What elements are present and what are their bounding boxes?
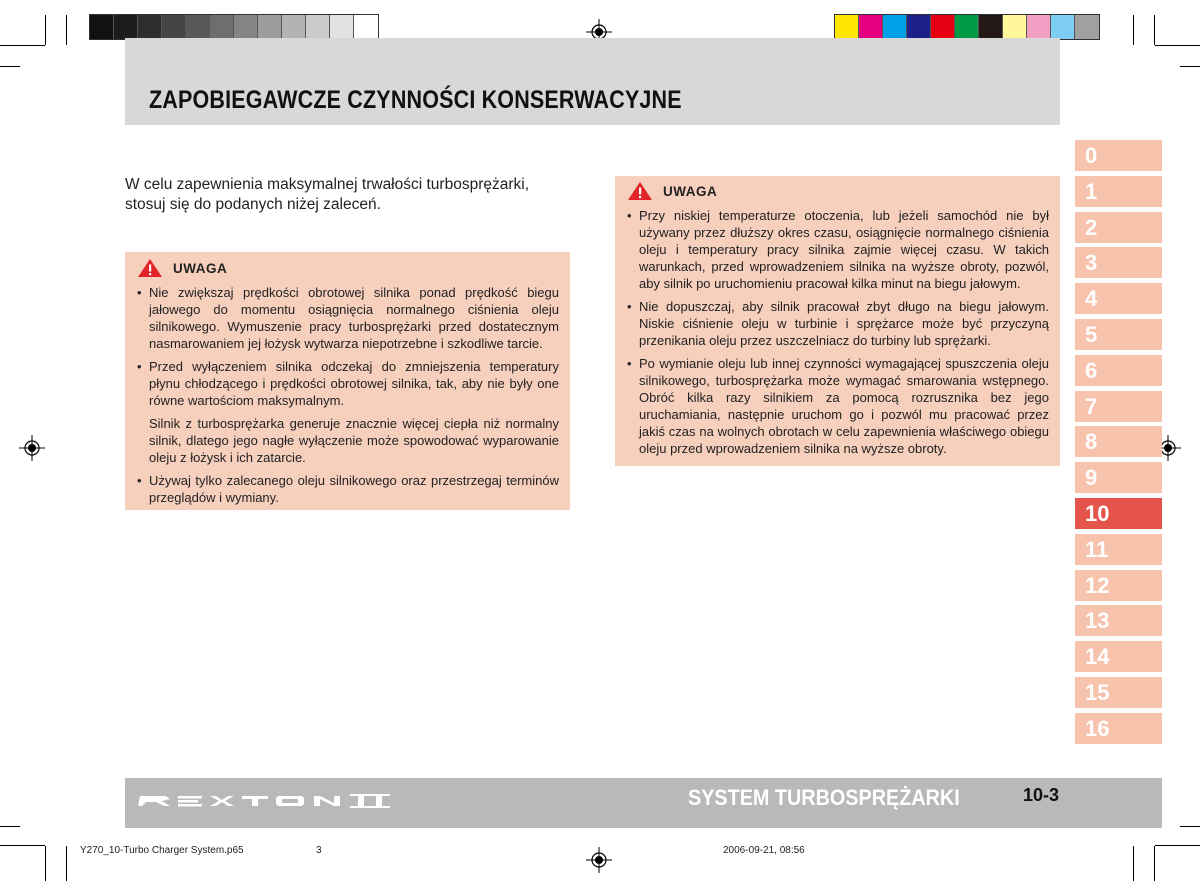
color-swatch (883, 15, 907, 39)
warning-header (627, 181, 1049, 201)
warning-list (627, 207, 1049, 457)
chapter-tab-1[interactable]: 1 (1075, 176, 1162, 207)
gray-swatch (90, 15, 114, 39)
crop-mark (0, 826, 20, 827)
list-item (137, 358, 559, 466)
chapter-tab-16[interactable]: 16 (1075, 713, 1162, 744)
warning-list (137, 284, 559, 506)
list-item: • Przy niskiej temperaturze otoczenia, lub jeżeli samochód nie był używany przez dłuższy okres czasu, osiągnięcie normalnego ciśnienia oleju i temperatury pracy silnika zajmie więcej czasu. W takich warunkach, przed wprowadzeniem silnika na wyższe obroty, pozwól, aby silnik po uruchomieniu pracował kilka minut na biegu jałowym. (627, 207, 1049, 292)
color-bar (834, 14, 1100, 40)
crop-mark (1133, 15, 1134, 45)
timestamp: 2006-09-21, 08:56 (723, 845, 805, 856)
file-name: Y270_10-Turbo Charger System.p65 (80, 845, 244, 856)
chapter-tab-4[interactable]: 4 (1075, 283, 1162, 314)
warning-triangle-icon (137, 258, 163, 278)
chapter-tab-0[interactable]: 0 (1075, 140, 1162, 171)
crop-mark (1133, 846, 1134, 881)
chapter-tab-10[interactable]: 10 (1075, 498, 1162, 529)
crop-mark (1155, 45, 1200, 46)
warning-triangle-icon (627, 181, 653, 201)
chapter-tab-6[interactable]: 6 (1075, 355, 1162, 386)
gray-swatch (114, 15, 138, 39)
chapter-tab-8[interactable]: 8 (1075, 426, 1162, 457)
crop-mark (45, 846, 46, 881)
crop-mark (0, 45, 45, 46)
gray-swatch (306, 15, 330, 39)
file-page: 3 (316, 845, 322, 856)
list-item: • Używaj tylko zalecanego oleju silnikowego oraz przestrzegaj terminów przeglądów i wymiany. (137, 472, 559, 506)
gray-swatch (210, 15, 234, 39)
chapter-tab-9[interactable]: 9 (1075, 462, 1162, 493)
crop-mark (1155, 845, 1200, 846)
registration-mark-icon (586, 847, 612, 873)
color-swatch (955, 15, 979, 39)
color-swatch (1003, 15, 1027, 39)
crop-mark (66, 846, 67, 881)
color-swatch (835, 15, 859, 39)
gray-swatch (138, 15, 162, 39)
color-swatch (979, 15, 1003, 39)
color-swatch (1027, 15, 1051, 39)
grayscale-bar (89, 14, 379, 40)
warning-box-left (125, 252, 570, 510)
chapter-tab-15[interactable]: 15 (1075, 677, 1162, 708)
chapter-tab-13[interactable]: 13 (1075, 605, 1162, 636)
chapter-tab-3[interactable]: 3 (1075, 247, 1162, 278)
footer-notch (72, 800, 90, 845)
color-swatch (1075, 15, 1099, 39)
gray-swatch (234, 15, 258, 39)
chapter-tab-5[interactable]: 5 (1075, 319, 1162, 350)
warning-header (137, 258, 559, 278)
gray-swatch (330, 15, 354, 39)
section-title: SYSTEM TURBOSPRĘŻARKI (688, 785, 960, 810)
chapter-tab-2[interactable]: 2 (1075, 212, 1162, 243)
warning-label: UWAGA (663, 183, 718, 199)
color-swatch (907, 15, 931, 39)
list-item: • Po wymianie oleju lub innej czynności wymagającej spuszczenia oleju silnikowego, turbosprężarka może wymagać smarowania wstępnego. Obróć kilka razy silnikiem za pomocą rozrusznika bez jego uruchamiania, następnie uruchom go i pozwól mu pracować przez jakiś czas na wolnych obrotach w celu zapewnienia właściwego obiegu oleju przed wprowadzeniem silnika na wyższe obroty. (627, 355, 1049, 457)
page-title: ZAPOBIEGAWCZE CZYNNOŚCI KONSERWACYJNE (149, 86, 682, 114)
crop-mark (1154, 846, 1155, 881)
chapter-tab-11[interactable]: 11 (1075, 534, 1162, 565)
chapter-tab-14[interactable]: 14 (1075, 641, 1162, 672)
crop-mark (0, 66, 20, 67)
crop-mark (66, 15, 67, 45)
page-number: 10-3 (1023, 785, 1060, 805)
chapter-tabs (1075, 140, 1162, 749)
crop-mark (0, 845, 45, 846)
chapter-tab-12[interactable]: 12 (1075, 570, 1162, 601)
gray-swatch (162, 15, 186, 39)
warning-box-right (615, 176, 1060, 466)
gray-swatch (354, 15, 378, 39)
intro-paragraph: W celu zapewnienia maksymalnej trwałości turbosprężarki, stosuj się do podanych niżej zaleceń. (125, 176, 530, 213)
gray-swatch (282, 15, 306, 39)
list-item: • Nie zwiększaj prędkości obrotowej silnika ponad prędkość biegu jałowego do momentu osiągnięcia normalnego ciśnienia oleju silnikowego. Wymuszenie pracy turbosprężarki przed dostatecznym nasmarowaniem jej łożysk wytwarza niepotrzebne i szkodliwe tarcie. (137, 284, 559, 352)
crop-mark (1180, 66, 1200, 67)
crop-mark (1154, 15, 1155, 45)
warning-label: UWAGA (173, 260, 228, 276)
color-swatch (859, 15, 883, 39)
color-swatch (931, 15, 955, 39)
gray-swatch (258, 15, 282, 39)
list-item: • Nie dopuszczaj, aby silnik pracował zbyt długo na biegu jałowym. Niskie ciśnienie oleju w turbinie i sprężarce może być przyczyną przenikania oleju przez uszczelniacz do turbiny lub sprężarki. (627, 298, 1049, 349)
rexton-ii-logo (138, 790, 398, 810)
crop-mark (1180, 826, 1200, 827)
color-swatch (1051, 15, 1075, 39)
registration-mark-icon (19, 435, 45, 461)
crop-mark (45, 15, 46, 45)
list-item-text: Przed wyłączeniem silnika odczekaj do zmniejszenia temperatury płynu chłodzącego i prędkości obrotowej silnika, tak, aby nie były one równe wartościom maksymalnym. (149, 359, 559, 408)
chapter-tab-7[interactable]: 7 (1075, 391, 1162, 422)
gray-swatch (186, 15, 210, 39)
list-item-note: Silnik z turbosprężarka generuje znacznie więcej ciepła niż normalny silnik, dlatego jego nagłe wyłączenie może spowodować wyparowanie oleju z łożysk i ich zatarcie. (149, 416, 559, 465)
